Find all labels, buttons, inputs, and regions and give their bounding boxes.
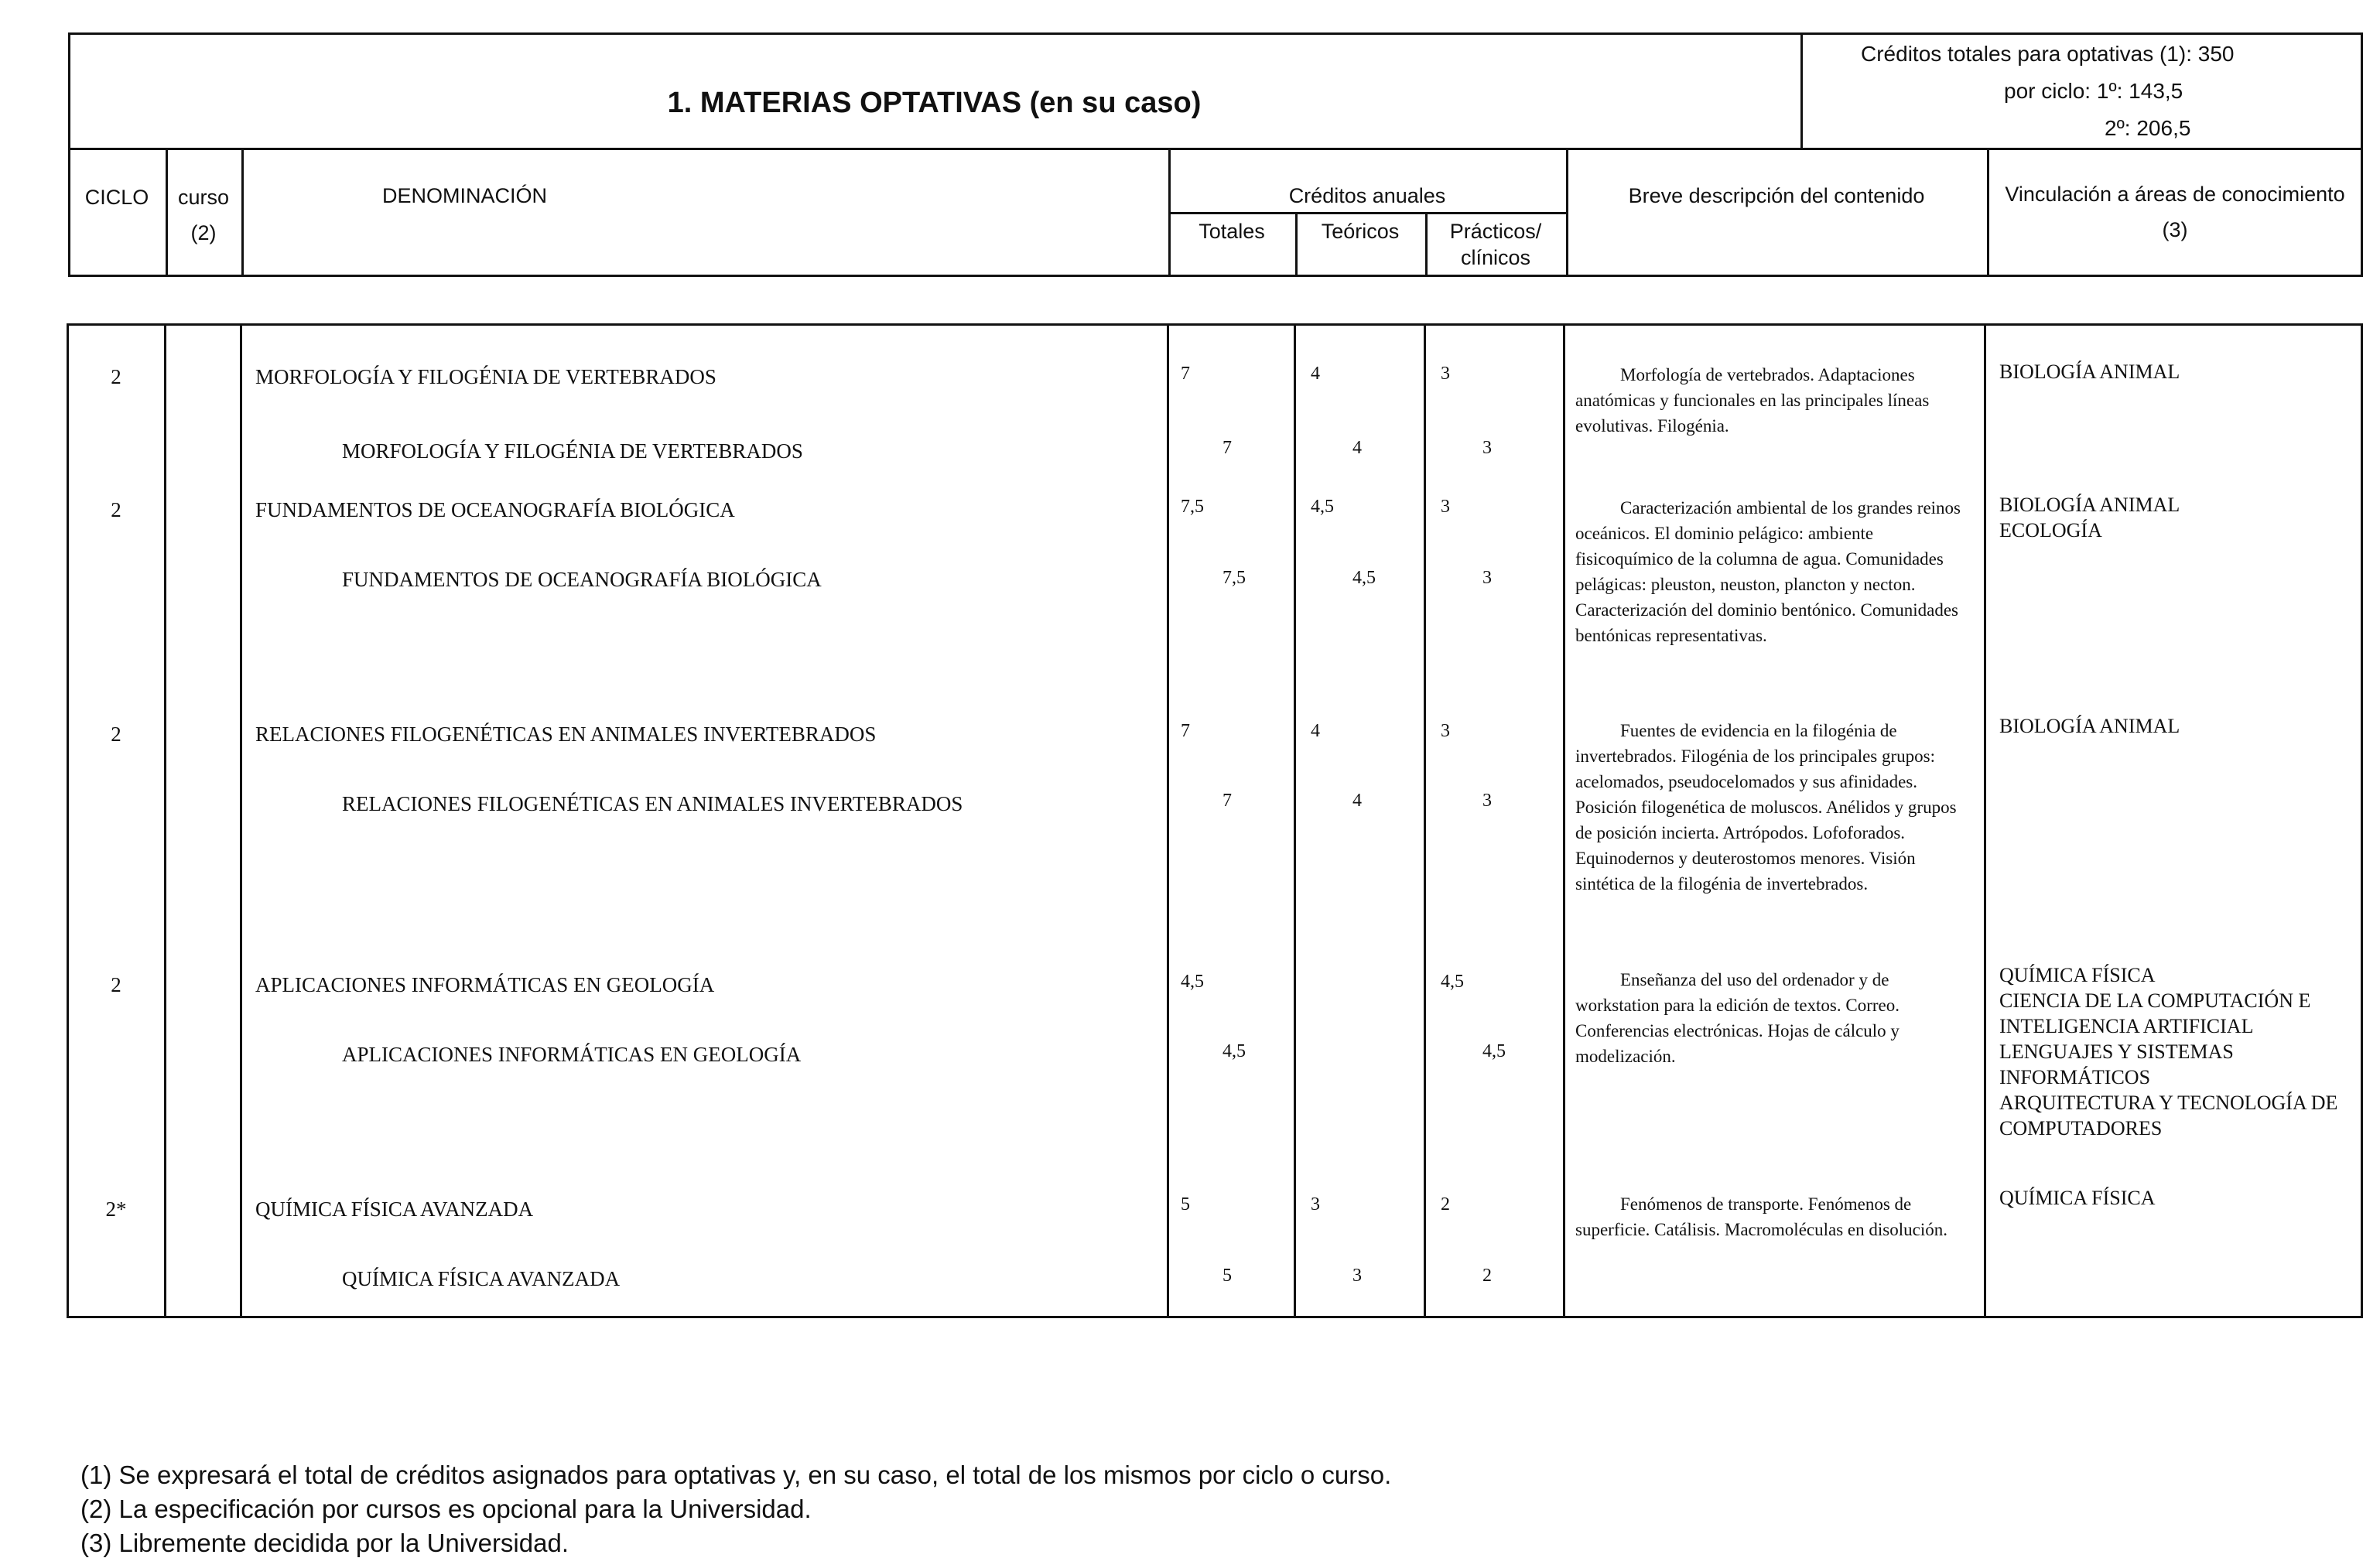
- col-clinicos: clínicos: [1460, 246, 1531, 269]
- row-description: Enseñanza del uso del ordenador y de workstation para la edición de textos. Correo. Conferencias electrónicas. Hojas de cálculo y modelización.: [1575, 970, 1900, 1066]
- header-divider: [68, 148, 2363, 150]
- col-curso-note: (2): [190, 221, 217, 244]
- row-ciclo: 2: [111, 973, 121, 996]
- row-sub-teoricos: 4: [1352, 438, 1362, 458]
- area-item: CIENCIA DE LA COMPUTACIÓN E: [1999, 989, 2311, 1012]
- area-item: INFORMÁTICOS: [1999, 1066, 2151, 1088]
- row-ciclo: 2: [111, 498, 121, 521]
- row-sub-practicos: 4,5: [1482, 1041, 1506, 1061]
- col-practicos: Prácticos/: [1449, 220, 1542, 243]
- col-vinculacion-note: (3): [2162, 218, 2188, 241]
- col-divider: [1566, 148, 1568, 276]
- col-divider: [1563, 323, 1565, 1318]
- row-sub-totales: 4,5: [1222, 1041, 1246, 1061]
- col-vinculacion: Vinculación a áreas de conocimiento: [2005, 183, 2345, 206]
- row-sub-teoricos: 4: [1352, 791, 1362, 811]
- row-subname: APLICACIONES INFORMÁTICAS EN GEOLOGÍA: [342, 1043, 802, 1066]
- credits-total: Créditos totales para optativas (1): 350: [1861, 42, 2235, 66]
- col-totales: Totales: [1199, 220, 1265, 243]
- area-item: BIOLOGÍA ANIMAL: [1999, 360, 2180, 383]
- row-subname: RELACIONES FILOGENÉTICAS EN ANIMALES INVERTEBRADOS: [342, 792, 963, 815]
- row-sub-totales: 7: [1222, 438, 1232, 458]
- footnote: (1) Se expresará el total de créditos asignados para optativas y, en su caso, el total de los mismos por ciclo o curso.: [80, 1461, 1392, 1489]
- area-item: BIOLOGÍA ANIMAL: [1999, 715, 2180, 737]
- row-areas: [1999, 359, 2180, 384]
- footnote: (2) La especificación por cursos es opcional para la Universidad.: [80, 1495, 812, 1523]
- row-description: Caracterización ambiental de los grandes reinos oceánicos. El dominio pelágico: ambiente fisicoquímico de la columna de agua. Comunidades pelágicas: pleuston, neuston, plancton y necton. Caracterización del dominio bentónico. Comunidades bentónicas representativas.: [1575, 498, 1961, 645]
- row-practicos: 3: [1441, 721, 1450, 741]
- row-practicos: 3: [1441, 364, 1450, 384]
- area-item: ARQUITECTURA Y TECNOLOGÍA DE: [1999, 1092, 2338, 1114]
- area-item: QUÍMICA FÍSICA: [1999, 964, 2156, 986]
- row-description: Fuentes de evidencia en la filogénia de invertebrados. Filogénia de los principales grupos: acelomados, pseudocelomados y sus afinidades. Posición filogenética de moluscos. Anélidos y grupos de posición incierta. Artrópodos. Lofoforados. Equinodernos y deuterostomos menores. Visión sintética de la filogénia de invertebrados.: [1575, 721, 1957, 893]
- row-totales: 7: [1181, 721, 1190, 741]
- row-teoricos: 4: [1311, 721, 1320, 741]
- row-areas: [1999, 962, 2337, 1141]
- col-divider: [1987, 148, 1989, 276]
- col-divider: [240, 323, 242, 1318]
- col-divider: [241, 148, 244, 276]
- row-areas: [1999, 713, 2180, 739]
- row-sub-totales: 7,5: [1222, 568, 1246, 588]
- col-divider: [1167, 323, 1169, 1318]
- row-name: QUÍMICA FÍSICA AVANZADA: [255, 1198, 534, 1221]
- row-sub-totales: 5: [1222, 1266, 1232, 1286]
- col-divider: [1294, 323, 1296, 1318]
- col-divider: [1984, 323, 1986, 1318]
- row-teoricos: 4: [1311, 364, 1320, 384]
- row-practicos: 4,5: [1441, 972, 1464, 992]
- col-teoricos: Teóricos: [1321, 220, 1400, 243]
- area-item: BIOLOGÍA ANIMAL: [1999, 494, 2180, 516]
- row-sub-practicos: 3: [1482, 568, 1492, 588]
- row-areas: [1999, 1185, 2156, 1211]
- row-teoricos: 4,5: [1311, 497, 1334, 517]
- header-credits-divider: [1800, 32, 1803, 149]
- col-ciclo: CICLO: [84, 186, 149, 209]
- row-subname: QUÍMICA FÍSICA AVANZADA: [342, 1267, 621, 1290]
- page-title: 1. MATERIAS OPTATIVAS (en su caso): [667, 87, 1202, 119]
- col-descripcion: Breve descripción del contenido: [1628, 184, 1925, 207]
- row-description: Morfología de vertebrados. Adaptaciones anatómicas y funcionales en las principales líneas evolutivas. Filogénia.: [1575, 365, 1930, 436]
- col-divider: [1424, 323, 1426, 1318]
- row-sub-teoricos: 4,5: [1352, 568, 1376, 588]
- row-teoricos: 3: [1311, 1194, 1320, 1215]
- col-curso: curso: [177, 186, 230, 209]
- col-creditos: Créditos anuales: [1288, 184, 1446, 207]
- credits-subheader-line: [1168, 212, 1566, 214]
- row-areas: [1999, 492, 2180, 543]
- row-subname: FUNDAMENTOS DE OCEANOGRAFÍA BIOLÓGICA: [342, 568, 822, 591]
- credits-by-cycle: por ciclo: 1º: 143,5: [2004, 79, 2183, 103]
- row-sub-practicos: 3: [1482, 438, 1492, 458]
- row-subname: MORFOLOGÍA Y FILOGÉNIA DE VERTEBRADOS: [342, 439, 803, 463]
- row-sub-teoricos: 3: [1352, 1266, 1362, 1286]
- area-item: COMPUTADORES: [1999, 1117, 2163, 1139]
- col-denominacion: DENOMINACIÓN: [382, 184, 548, 207]
- area-item: LENGUAJES Y SISTEMAS: [1999, 1040, 2234, 1063]
- row-totales: 7: [1181, 364, 1190, 384]
- row-name: APLICACIONES INFORMÁTICAS EN GEOLOGÍA: [255, 973, 715, 996]
- row-name: MORFOLOGÍA Y FILOGÉNIA DE VERTEBRADOS: [255, 365, 716, 388]
- row-sub-practicos: 2: [1482, 1266, 1492, 1286]
- row-description: Fenómenos de transporte. Fenómenos de superficie. Catálisis. Macromoléculas en disolución.: [1575, 1194, 1947, 1239]
- row-practicos: 3: [1441, 497, 1450, 517]
- row-ciclo: 2: [111, 723, 121, 746]
- row-sub-practicos: 3: [1482, 791, 1492, 811]
- col-divider: [164, 323, 166, 1318]
- footnote: (3) Libremente decidida por la Universidad.: [80, 1529, 569, 1557]
- row-totales: 5: [1181, 1194, 1190, 1215]
- area-item: ECOLOGÍA: [1999, 519, 2102, 542]
- col-divider: [166, 148, 168, 276]
- subjects-table: [67, 323, 2363, 1318]
- row-sub-totales: 7: [1222, 791, 1232, 811]
- area-item: QUÍMICA FÍSICA: [1999, 1187, 2156, 1209]
- row-practicos: 2: [1441, 1194, 1450, 1215]
- row-totales: 7,5: [1181, 497, 1204, 517]
- credits-cycle-2: 2º: 206,5: [2105, 116, 2191, 140]
- row-totales: 4,5: [1181, 972, 1204, 992]
- row-ciclo: 2*: [105, 1198, 127, 1221]
- row-name: RELACIONES FILOGENÉTICAS EN ANIMALES INVERTEBRADOS: [255, 723, 877, 746]
- row-ciclo: 2: [111, 365, 121, 388]
- area-item: INTELIGENCIA ARTIFICIAL: [1999, 1015, 2254, 1037]
- row-name: FUNDAMENTOS DE OCEANOGRAFÍA BIOLÓGICA: [255, 498, 735, 521]
